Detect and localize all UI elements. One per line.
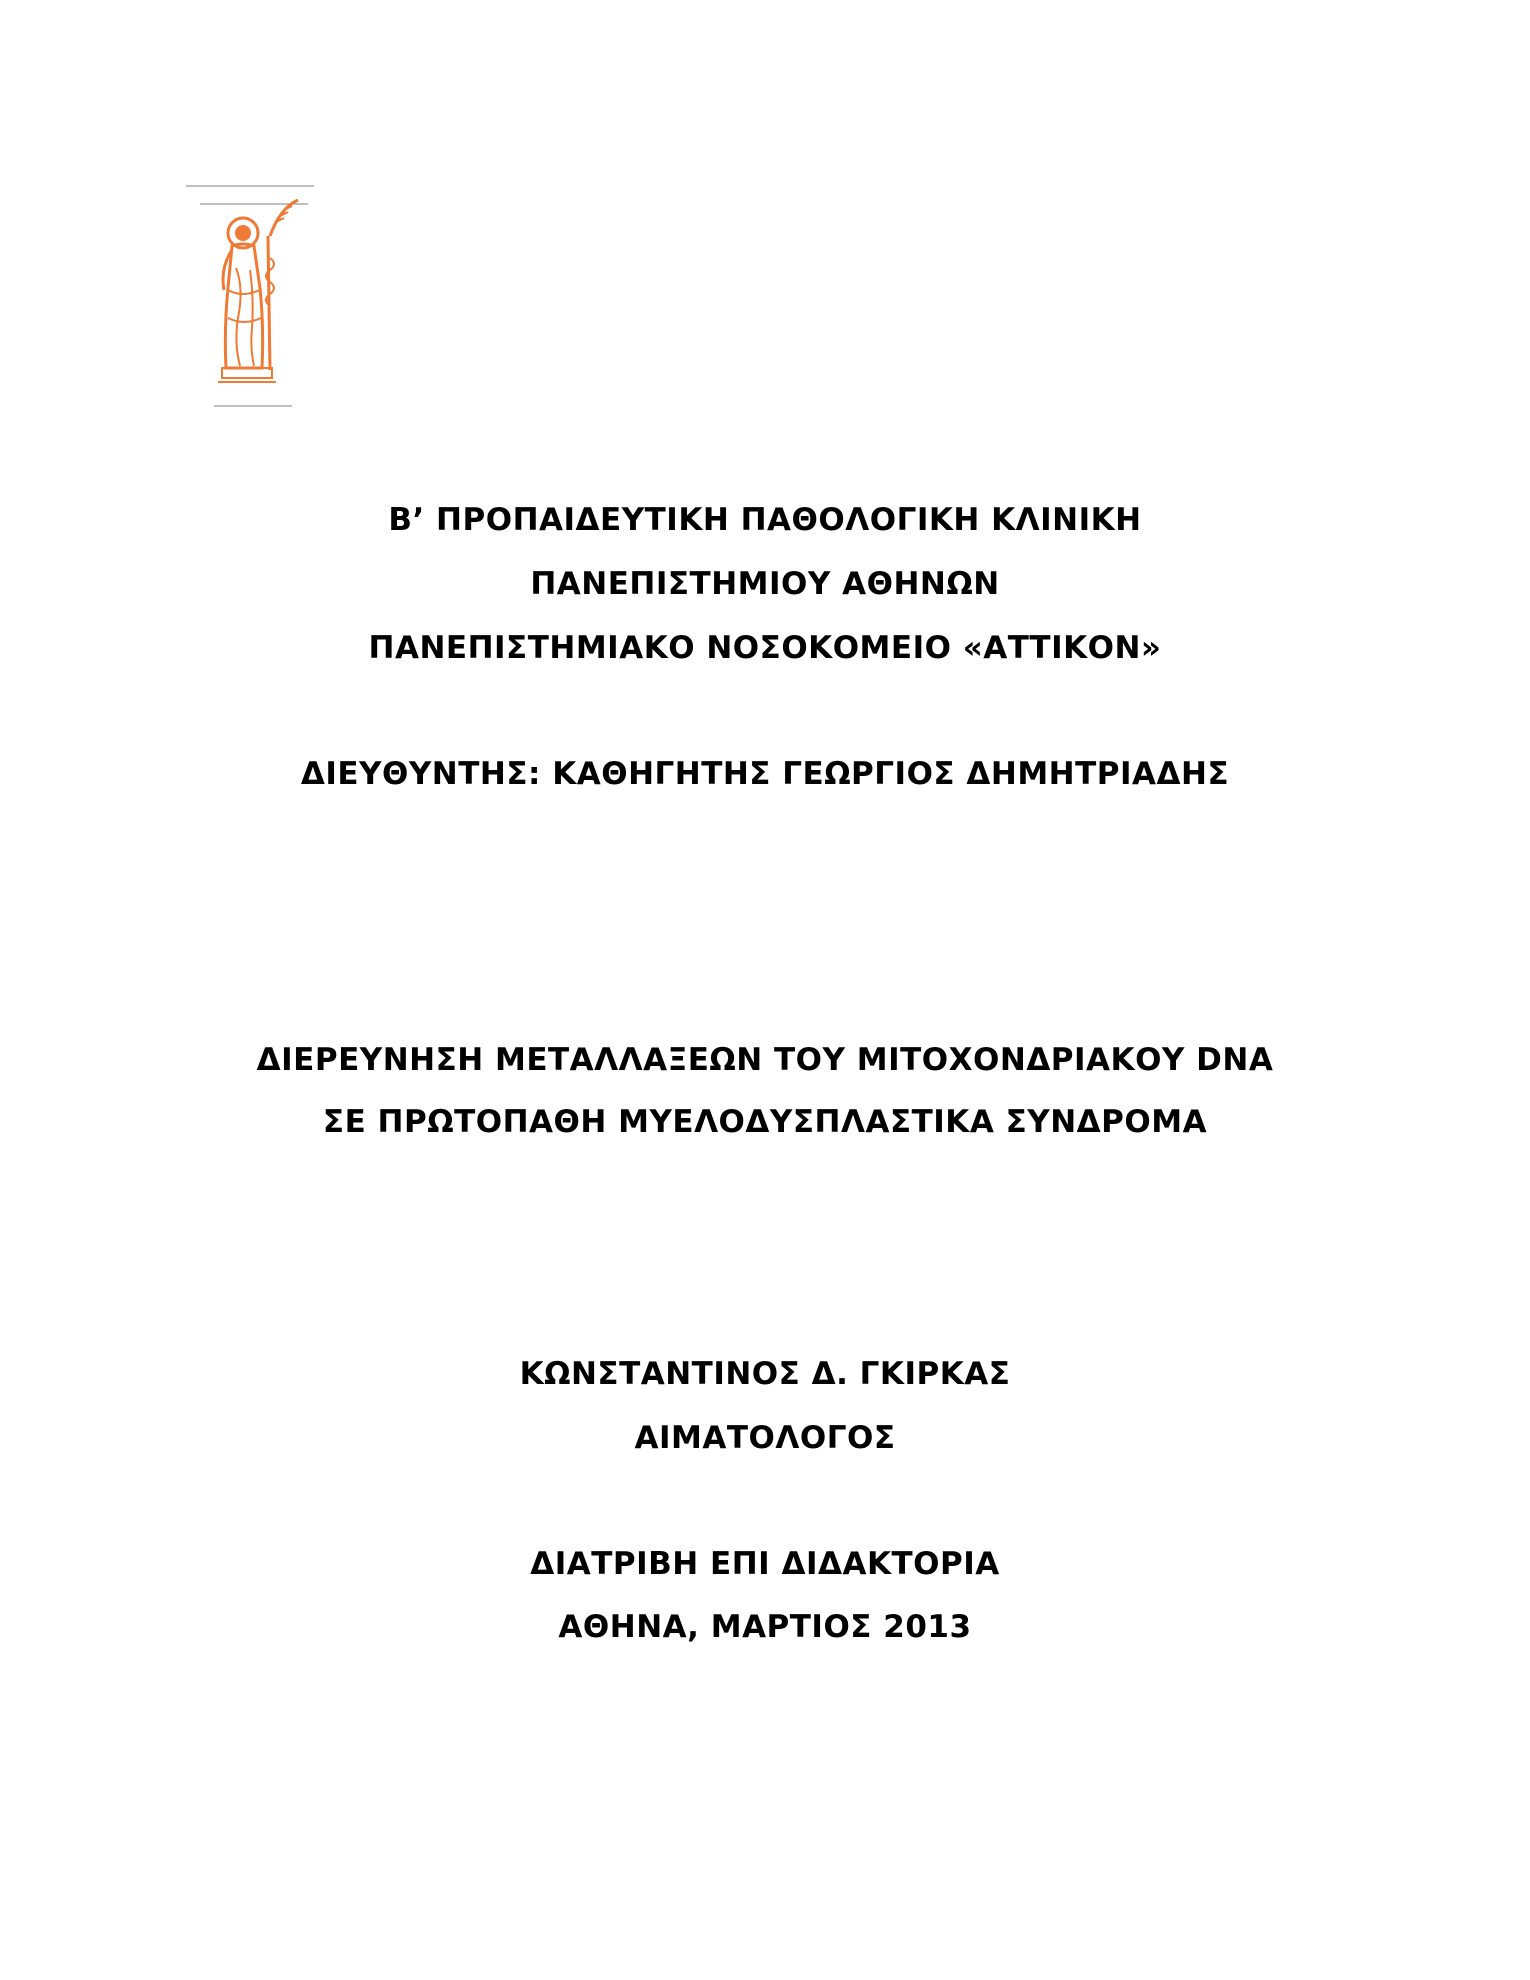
university-logo <box>180 178 340 418</box>
place-and-date: ΑΘΗΝΑ, ΜΑΡΤΙΟΣ 2013 <box>558 1609 972 1645</box>
clinic-name: Β’ ΠΡΟΠΑΙΔΕΥΤΙΚΗ ΠΑΘΟΛΟΓΙΚΗ ΚΛΙΝΙΚΗ <box>388 502 1142 538</box>
university-name: ΠΑΝΕΠΙΣΤΗΜΙΟΥ ΑΘΗΝΩΝ <box>530 566 1000 602</box>
asclepius-emblem-icon <box>180 178 340 418</box>
director-line: ΔΙΕΥΘΥΝΤΗΣ: ΚΑΘΗΓΗΤΗΣ ΓΕΩΡΓΙΟΣ ΔΗΜΗΤΡΙΑΔΗΣ <box>300 756 1230 792</box>
author-name: ΚΩΝΣΤΑΝΤΙΝΟΣ Δ. ΓΚΙΡΚΑΣ <box>519 1356 1011 1392</box>
author-specialty: ΑΙΜΑΤΟΛΟΓΟΣ <box>634 1420 896 1456</box>
thesis-title-line-2: ΣΕ ΠΡΩΤΟΠΑΘΗ ΜΥΕΛΟΔΥΣΠΛΑΣΤΙΚΑ ΣΥΝΔΡΟΜΑ <box>322 1104 1208 1140</box>
hospital-name: ΠΑΝΕΠΙΣΤΗΜΙΑΚΟ ΝΟΣΟΚΟΜΕΙΟ «ΑΤΤΙΚΟΝ» <box>368 630 1162 666</box>
thesis-title-line-1: ΔΙΕΡΕΥΝΗΣΗ ΜΕΤΑΛΛΑΞΕΩΝ ΤΟΥ ΜΙΤΟΧΟΝΔΡΙΑΚΟΥ DNA <box>256 1042 1274 1078</box>
document-type: ΔΙΑΤΡΙΒΗ ΕΠΙ ΔΙΔΑΚΤΟΡΙΑ <box>530 1546 1000 1582</box>
